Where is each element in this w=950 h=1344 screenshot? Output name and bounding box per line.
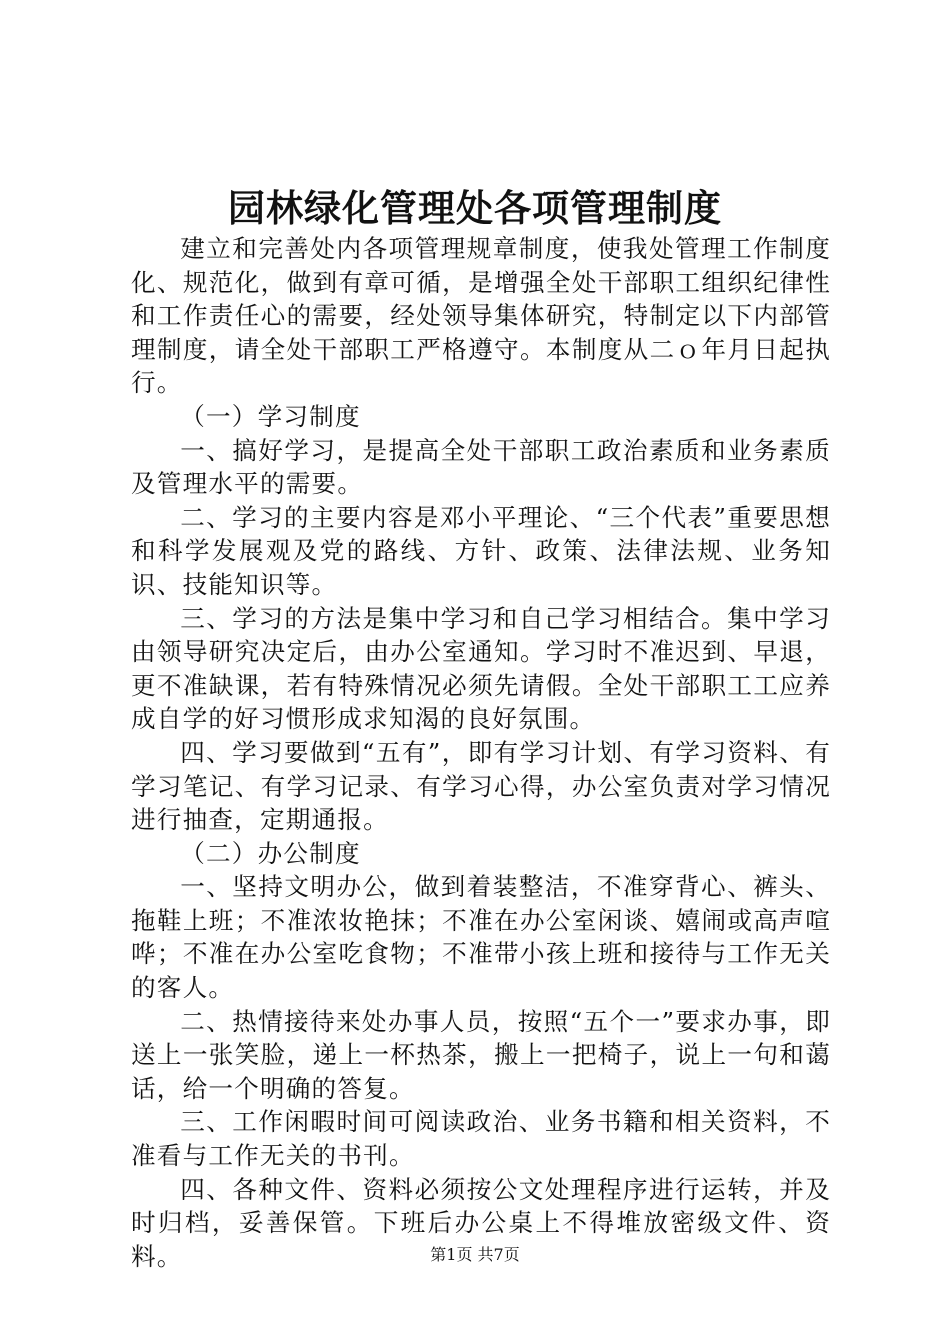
- paragraph-study-2: 二、学习的主要内容是邓小平理论、“三个代表”重要思想和科学发展观及党的路线、方针、政策、法律法规、业务知识、技能知识等。: [131, 502, 831, 599]
- paragraph-intro: 建立和完善处内各项管理规章制度，使我处管理工作制度化、规范化，做到有章可循，是增强全处干部职工组织纪律性和工作责任心的需要，经处领导集体研究，特制定以下内部管理制度，请全处干部职工严格遵守。本制度从二ｏ年月日起执行。: [131, 234, 831, 398]
- paragraph-study-1: 一、搞好学习，是提高全处干部职工政治素质和业务素质及管理水平的需要。: [131, 435, 831, 499]
- document-body: [131, 232, 831, 1273]
- paragraph-office-3: 三、工作闲暇时间可阅读政治、业务书籍和相关资料，不准看与工作无关的书刊。: [131, 1107, 831, 1171]
- section-heading-study: （一）学习制度: [180, 401, 361, 431]
- paragraph-study-4: 四、学习要做到“五有”，即有学习计划、有学习资料、有学习笔记、有学习记录、有学习心得，办公室负责对学习情况进行抽查，定期通报。: [131, 737, 831, 835]
- paragraph-office-4: 四、各种文件、资料必须按公文处理程序进行运转，并及时归档，妥善保管。下班后办公桌上不得堆放密级文件、资料。: [131, 1174, 831, 1271]
- paragraph-office-2: 二、热情接待来处办事人员，按照“五个一”要求办事，即送上一张笑脸，递上一杯热茶，搬上一把椅子，说上一句和蔼话，给一个明确的答复。: [131, 1006, 831, 1103]
- paragraph-study-3: 三、学习的方法是集中学习和自己学习相结合。集中学习由领导研究决定后，由办公室通知。学习时不准迟到、早退，更不准缺课，若有特殊情况必须先请假。全处干部职工工应养成自学的好习惯形成求知渴的良好氛围。: [131, 603, 831, 734]
- page-footer: 第1页 共7页: [430, 1245, 520, 1264]
- section-heading-office: （二）办公制度: [180, 838, 361, 868]
- document-title: 园林绿化管理处各项管理制度: [228, 186, 722, 230]
- paragraph-office-1: 一、坚持文明办公，做到着装整洁，不准穿背心、裤头、拖鞋上班；不准浓妆艳抹；不准在办公室闲谈、嬉闹或高声喧哗；不准在办公室吃食物；不准带小孩上班和接待与工作无关的客人。: [131, 872, 831, 1003]
